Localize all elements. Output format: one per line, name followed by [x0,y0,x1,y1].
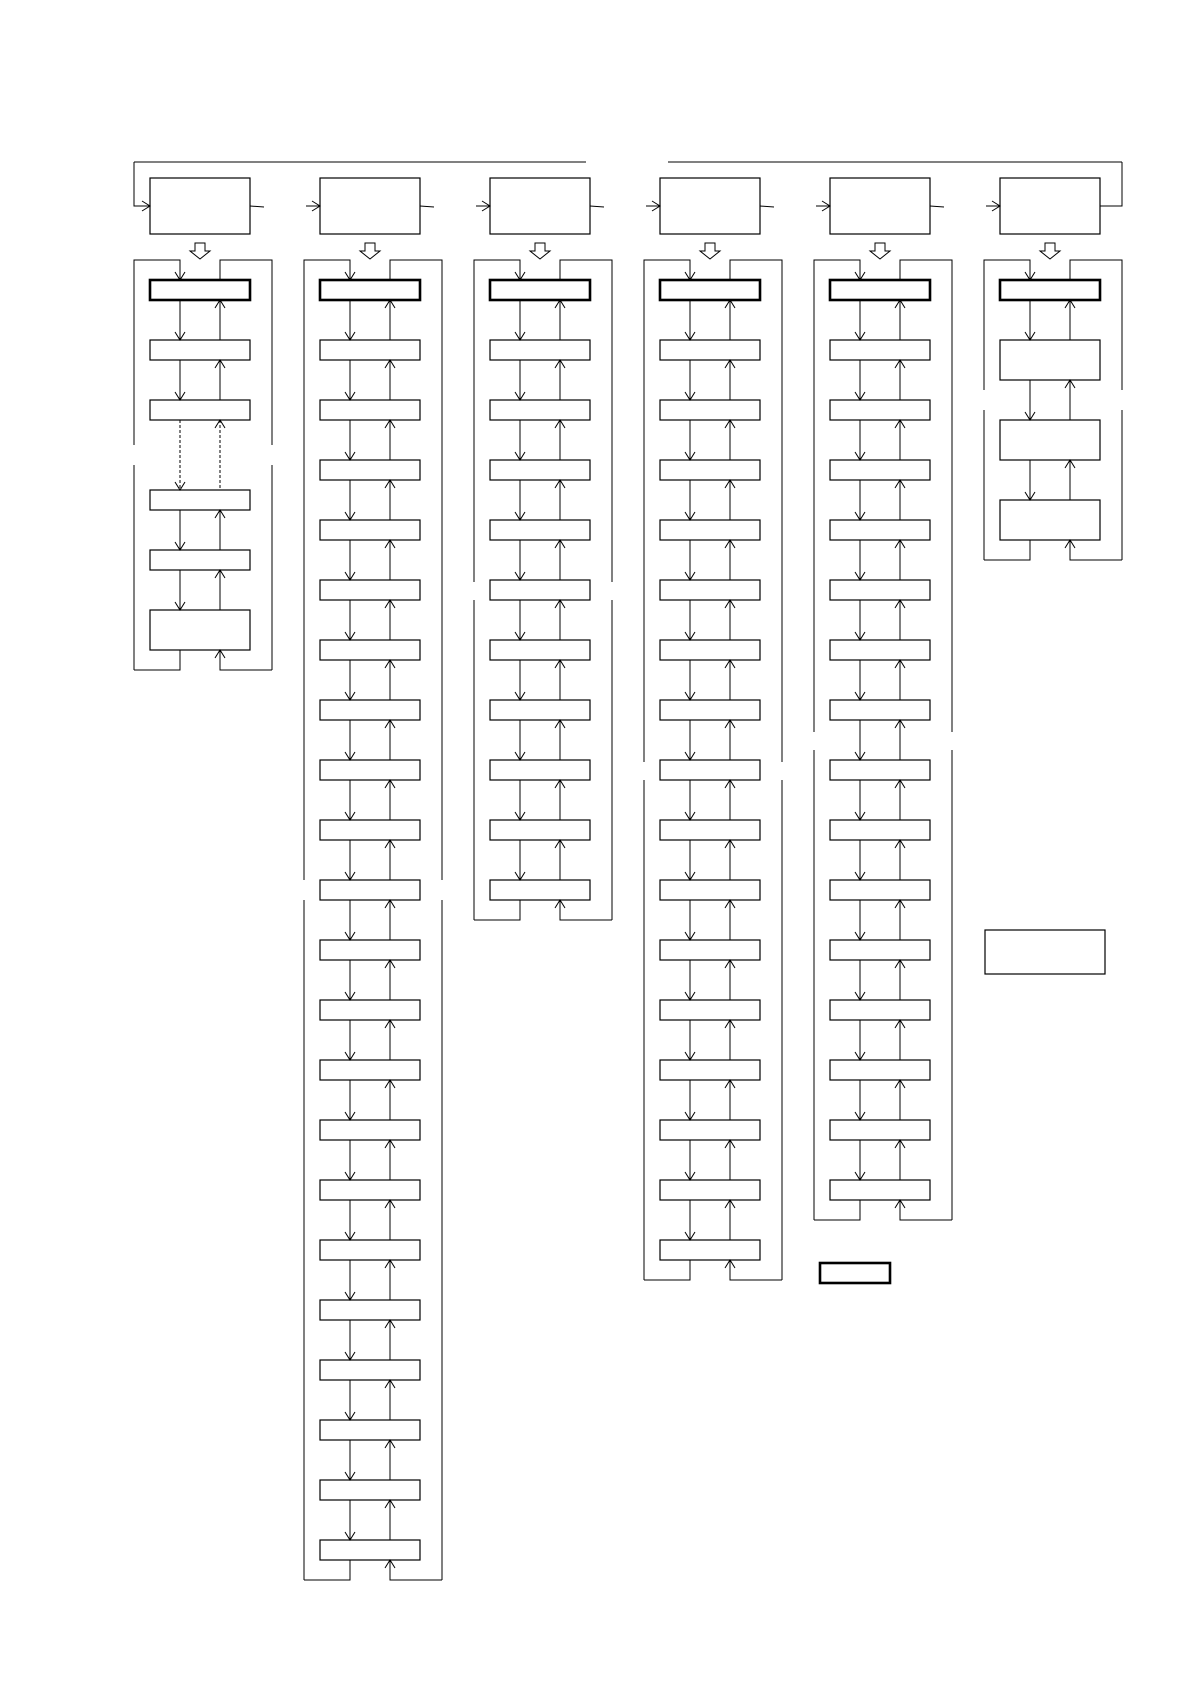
menu-item-box[interactable] [660,1000,760,1020]
menu-item-box[interactable] [320,1300,420,1320]
menu-item-box[interactable] [320,940,420,960]
menu-item-box[interactable] [490,760,590,780]
menu-item-box[interactable] [490,400,590,420]
loop-break-gap [779,762,785,780]
menu-item-box[interactable] [490,580,590,600]
hollow-down-arrow-icon [870,243,890,259]
top-link-stub [760,206,774,207]
menu-column-2 [301,260,445,1580]
hollow-down-arrow-icon [530,243,550,259]
menu-item-box[interactable] [150,490,250,510]
menu-item-box[interactable] [660,400,760,420]
menu-item-box[interactable] [830,760,930,780]
top-menu-box-5[interactable] [830,178,930,234]
menu-item-box[interactable] [320,1360,420,1380]
legend [820,930,1105,1283]
menu-item-box[interactable] [490,520,590,540]
menu-item-box[interactable] [660,1060,760,1080]
menu-item-box[interactable] [320,880,420,900]
menu-item-box[interactable] [150,550,250,570]
top-menu-box-2[interactable] [320,178,420,234]
menu-item-box[interactable] [830,1180,930,1200]
loop-right-line [220,260,272,670]
menu-item-box[interactable] [320,1180,420,1200]
wrap-loop-right [1100,162,1122,206]
menu-item-box[interactable] [660,820,760,840]
loop-right-line [390,260,442,1580]
loop-break-gap [811,732,817,750]
menu-item-box[interactable] [150,400,250,420]
menu-item-box[interactable] [660,640,760,660]
menu-item-box[interactable] [660,280,760,300]
menu-item-box[interactable] [830,340,930,360]
top-link-stub [590,206,604,207]
loop-bottom-right [560,900,612,920]
top-menu-box-3[interactable] [490,178,590,234]
menu-item-box[interactable] [320,1060,420,1080]
top-menu-box-4[interactable] [660,178,760,234]
top-row [134,162,1122,259]
menu-item-box[interactable] [830,700,930,720]
hollow-down-arrow-icon [700,243,720,259]
menu-item-box[interactable] [830,820,930,840]
loop-break-gap [981,390,987,410]
menu-item-box[interactable] [320,640,420,660]
top-menu-box-6[interactable] [1000,178,1100,234]
menu-item-box[interactable] [320,700,420,720]
menu-item-box[interactable] [490,880,590,900]
menu-item-box[interactable] [830,460,930,480]
menu-item-box[interactable] [660,340,760,360]
loop-bottom-right [900,1200,952,1220]
legend-large-box [985,930,1105,974]
menu-item-box[interactable] [830,1120,930,1140]
menu-item-box[interactable] [320,400,420,420]
menu-columns [131,260,1125,1580]
loop-break-gap [609,582,615,600]
loop-bottom-right [390,1560,442,1580]
loop-break-gap [471,582,477,600]
menu-item-box[interactable] [830,400,930,420]
menu-item-box[interactable] [660,580,760,600]
menu-item-box[interactable] [320,1000,420,1020]
menu-item-box[interactable] [830,1000,930,1020]
menu-item-box[interactable] [830,280,930,300]
menu-item-box[interactable] [320,280,420,300]
menu-item-box[interactable] [320,1540,420,1560]
menu-item-box[interactable] [320,1480,420,1500]
loop-left-line [304,260,350,1580]
loop-break-gap [301,880,307,900]
loop-bottom-right [1070,540,1122,560]
menu-item-box[interactable] [490,640,590,660]
menu-item-box[interactable] [830,640,930,660]
menu-item-box[interactable] [830,520,930,540]
loop-break-gap [641,762,647,780]
loop-bottom-right [730,1260,782,1280]
menu-column-3 [471,260,615,920]
menu-item-box[interactable] [660,940,760,960]
top-menu-box-1[interactable] [150,178,250,234]
menu-item-box[interactable] [660,1120,760,1140]
menu-item-box[interactable] [830,580,930,600]
menu-item-box[interactable] [1000,280,1100,300]
loop-break-gap [949,732,955,750]
menu-column-1 [131,260,275,670]
menu-item-box[interactable] [830,880,930,900]
menu-item-box[interactable] [320,820,420,840]
loop-bottom-left [304,1560,350,1580]
loop-break-gap [269,445,275,465]
menu-item-box[interactable] [1000,500,1100,540]
menu-item-box[interactable] [150,610,250,650]
menu-item-box[interactable] [660,1180,760,1200]
menu-item-box[interactable] [490,700,590,720]
menu-item-box[interactable] [320,1420,420,1440]
hollow-down-arrow-icon [360,243,380,259]
menu-item-box[interactable] [660,700,760,720]
menu-item-box[interactable] [660,460,760,480]
hollow-down-arrow-icon [190,243,210,259]
menu-item-box[interactable] [1000,420,1100,460]
loop-bottom-left [134,650,180,670]
menu-item-box[interactable] [660,1240,760,1260]
wrap-loop-left [134,162,150,206]
menu-item-box[interactable] [490,460,590,480]
menu-column-6 [981,260,1125,560]
loop-bottom-left [474,900,520,920]
menu-item-box[interactable] [320,520,420,540]
top-link-stub [420,206,434,207]
menu-item-box[interactable] [830,940,930,960]
loop-bottom-right [220,650,272,670]
menu-item-box[interactable] [660,880,760,900]
menu-item-box[interactable] [490,820,590,840]
top-link-stub [250,206,264,207]
legend-bold-box [820,1263,890,1283]
loop-break-gap [439,880,445,900]
menu-item-box[interactable] [320,760,420,780]
menu-column-5 [811,260,955,1220]
loop-bottom-left [814,1200,860,1220]
top-link-stub [930,206,944,207]
menu-item-box[interactable] [660,520,760,540]
menu-item-box[interactable] [490,280,590,300]
menu-item-box[interactable] [320,1120,420,1140]
menu-item-box[interactable] [660,760,760,780]
loop-break-gap [131,445,137,465]
menu-column-4 [641,260,785,1280]
menu-item-box[interactable] [320,1240,420,1260]
loop-bottom-left [644,1260,690,1280]
loop-bottom-left [984,540,1030,560]
hollow-down-arrow-icon [1040,243,1060,259]
menu-item-box[interactable] [320,460,420,480]
menu-item-box[interactable] [320,580,420,600]
loop-left-line [134,260,180,670]
menu-item-box[interactable] [320,340,420,360]
menu-item-box[interactable] [830,1060,930,1080]
menu-item-box[interactable] [490,340,590,360]
menu-item-box[interactable] [150,280,250,300]
menu-item-box[interactable] [150,340,250,360]
loop-break-gap [1119,390,1125,410]
menu-item-box[interactable] [1000,340,1100,380]
